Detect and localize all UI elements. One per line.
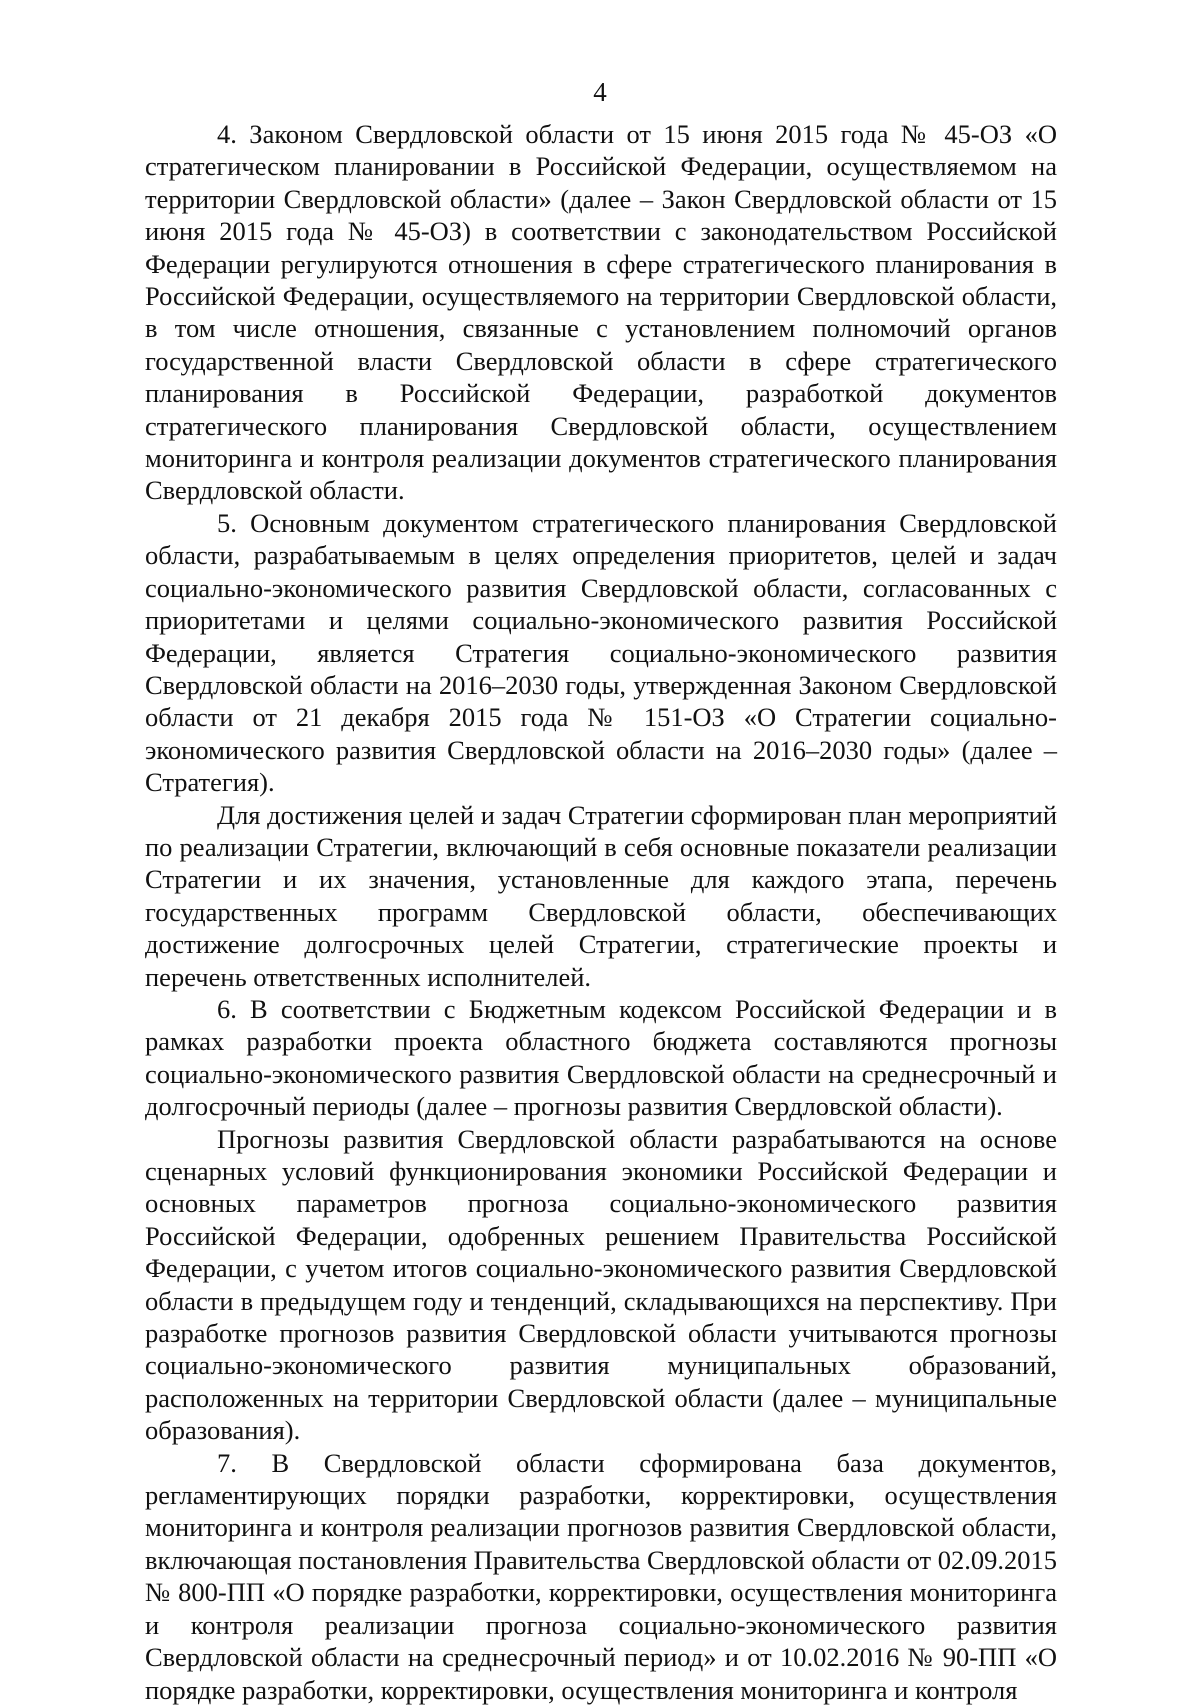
paragraph-item-7: 7. В Свердловской области сформирована база документов, регламентирующих порядки разработки, корректировки, осуществления мониторинга и контроля реализации прогнозов развития Свердловской области, включающая постановления Правительства Свердловской области от 02.09.2015 № 800-ПП «О порядке разработки, корректировки, осуществления мониторинга и контроля реализации прогноза социально-экономического развития Свердловской области на среднесрочный период» и от 10.02.2016 № 90-ПП «О порядке разработки, корректировки, осуществления мониторинга и контроля bbox=[145, 1447, 1057, 1705]
paragraph-item-5: 5. Основным документом стратегического планирования Свердловской области, разрабатываемым в целях определения приоритетов, целей и задач социально-экономического развития Свердловской области, согласованных с приоритетами и целями социально-экономического развития Российской Федерации, является Стратегия социально-экономического развития Свердловской области на 2016–2030 годы, утвержденная Законом Свердловской области от 21 декабря 2015 года № 151-ОЗ «О Стратегии социально-экономического развития Свердловской области на 2016–2030 годы» (далее – Стратегия). bbox=[145, 507, 1057, 798]
paragraph-strategy-plan: Для достижения целей и задач Стратегии сформирован план мероприятий по реализации Стратегии, включающий в себя основные показатели реализации Стратегии и их значения, установленные для каждого этапа, перечень государственных программ Свердловской области, обеспечивающих достижение долгосрочных целей Стратегии, стратегические проекты и перечень ответственных исполнителей. bbox=[145, 799, 1057, 992]
paragraph-item-4: 4. Законом Свердловской области от 15 июня 2015 года № 45-ОЗ «О стратегическом планировании в Российской Федерации, осуществляемом на территории Свердловской области» (далее – Закон Свердловской области от 15 июня 2015 года № 45-ОЗ) в соответствии с законодательством Российской Федерации регулируются отношения в сфере стратегического планирования в Российской Федерации, осуществляемого на территории Свердловской области, в том числе отношения, связанные с установлением полномочий органов государственной власти Свердловской области в сфере стратегического планирования в Российской Федерации, разработкой документов стратегического планирования Свердловской области, осуществлением мониторинга и контроля реализации документов стратегического планирования Свердловской области. bbox=[145, 119, 1057, 506]
document-body bbox=[145, 118, 1057, 1706]
paragraph-forecasts: Прогнозы развития Свердловской области разрабатываются на основе сценарных условий функционирования экономики Российской Федерации и основных параметров прогноза социально-экономического развития Российской Федерации, одобренных решением Правительства Российской Федерации, с учетом итогов социально-экономического развития Свердловской области в предыдущем году и тенденций, складывающихся на перспективу. При разработке прогнозов развития Свердловской области учитываются прогнозы социально-экономического развития муниципальных образований, расположенных на территории Свердловской области (далее – муниципальные образования). bbox=[145, 1123, 1057, 1446]
paragraph-item-6: 6. В соответствии с Бюджетным кодексом Российской Федерации и в рамках разработки проекта областного бюджета составляются прогнозы социально-экономического развития Свердловской области на среднесрочный и долгосрочный периоды (далее – прогнозы развития Свердловской области). bbox=[145, 993, 1057, 1122]
page-number: 4 bbox=[593, 77, 607, 107]
